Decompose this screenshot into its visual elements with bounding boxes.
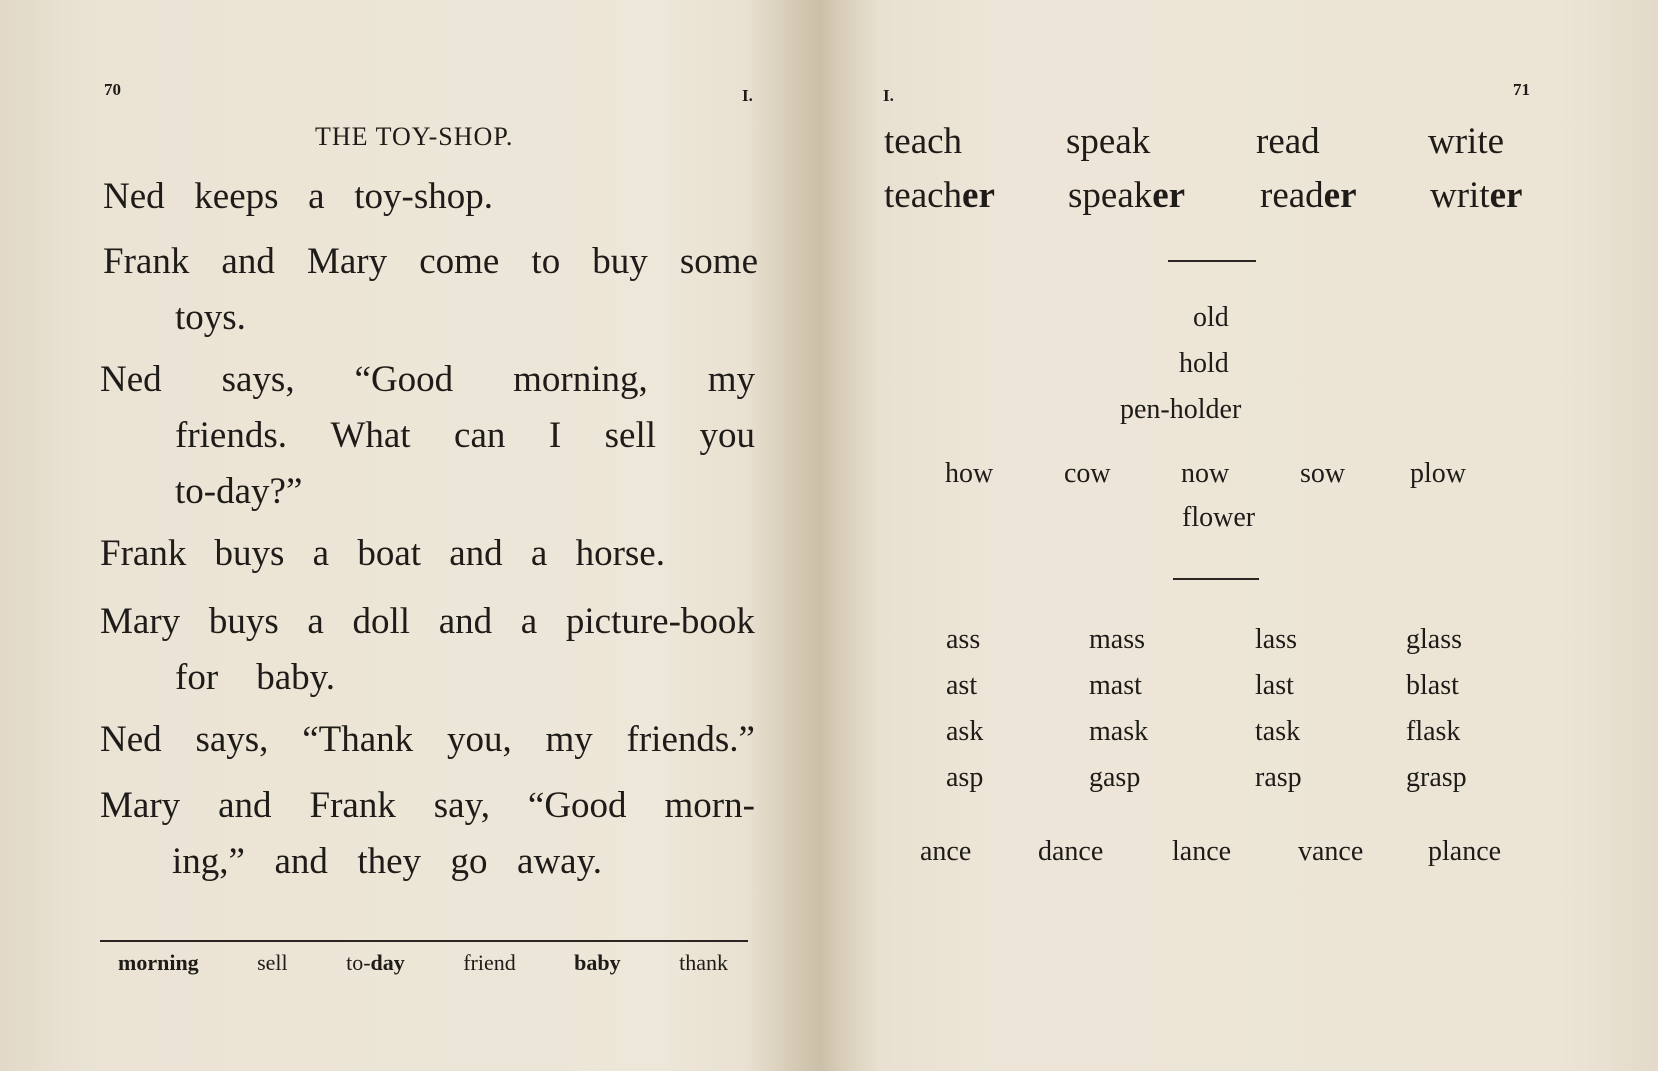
vocabulary-divider <box>100 940 748 942</box>
vocabulary-word: to-day <box>346 950 405 975</box>
word: say, <box>433 785 490 826</box>
word-family-item: blast <box>1406 670 1459 701</box>
word: some <box>679 241 758 282</box>
word-family-item: hold <box>1179 348 1229 379</box>
word: Ned <box>100 359 162 400</box>
word-family-item: mask <box>1089 716 1149 747</box>
text-line <box>103 240 758 283</box>
right-page <box>830 0 1658 1071</box>
word-family-item: lance <box>1172 836 1232 867</box>
page-number-right: 71 <box>1513 80 1530 99</box>
text-line <box>100 784 755 827</box>
word-family-item: plow <box>1410 458 1466 489</box>
page-number-left: 70 <box>104 80 121 99</box>
word: friends.” <box>626 719 755 760</box>
word: says, <box>195 719 269 760</box>
verb-word: write <box>1428 121 1505 162</box>
section-marker-left: I. <box>742 86 753 105</box>
word: ing,” <box>172 841 245 882</box>
word-family-item: flask <box>1406 716 1461 747</box>
word: come <box>419 241 500 282</box>
word: toy-shop. <box>354 176 493 217</box>
noun-word: reader <box>1260 175 1357 216</box>
word: can <box>454 415 506 456</box>
word: “Good <box>527 785 627 826</box>
word: sell <box>604 415 657 456</box>
word: away. <box>517 841 602 882</box>
word: Mary <box>100 785 181 826</box>
word: horse. <box>575 533 665 574</box>
vocabulary-list <box>118 950 728 976</box>
left-page <box>0 0 825 1071</box>
word-family-item: pen-holder <box>1120 394 1242 425</box>
word: “Thank <box>302 719 414 760</box>
word: Frank <box>100 533 187 574</box>
vocabulary-word: baby <box>574 950 621 975</box>
word: a <box>530 533 548 574</box>
word-family-item: glass <box>1406 624 1462 655</box>
word: for <box>175 657 219 698</box>
word-family-item: sow <box>1300 458 1346 489</box>
word: baby. <box>256 657 335 698</box>
word: a <box>520 601 538 642</box>
word: buys <box>208 601 279 642</box>
word: buys <box>214 533 285 574</box>
section-marker-right: I. <box>883 86 894 105</box>
word: and <box>438 601 493 642</box>
word: Ned <box>100 719 162 760</box>
word: you, <box>446 719 512 760</box>
word: What <box>330 415 411 456</box>
word: and <box>274 841 328 882</box>
noun-word: speaker <box>1068 175 1186 216</box>
word-family-item: rasp <box>1255 762 1302 793</box>
word: says, <box>221 359 295 400</box>
word: boat <box>357 533 422 574</box>
text-line <box>100 358 755 401</box>
word-family-item: ass <box>946 624 981 655</box>
word: Ned <box>103 176 165 217</box>
word: morn- <box>664 785 755 826</box>
verb-word: teach <box>884 121 963 162</box>
lesson-title: THE TOY-SHOP. <box>315 122 514 151</box>
word: to <box>531 241 561 282</box>
word-family-item: old <box>1193 302 1229 333</box>
section-divider <box>1168 260 1256 262</box>
word: go <box>450 841 488 882</box>
word: my <box>707 359 755 400</box>
word: Mary <box>100 601 181 642</box>
word: friends. <box>175 415 287 456</box>
word: and <box>221 241 275 282</box>
word: picture-book <box>565 601 755 642</box>
word-family-item: grasp <box>1406 762 1467 793</box>
word-family-item: flower <box>1182 502 1256 533</box>
word: “Good <box>354 359 454 400</box>
word: my <box>545 719 593 760</box>
word-family-item: asp <box>946 762 984 793</box>
word-family-item: gasp <box>1089 762 1141 793</box>
word: you <box>699 415 755 456</box>
word-family-item: mast <box>1089 670 1142 701</box>
word-family-item: plance <box>1428 836 1502 867</box>
word: keeps <box>194 176 279 217</box>
noun-word: writer <box>1430 175 1523 216</box>
text-line <box>103 175 493 218</box>
word-family-item: vance <box>1298 836 1364 867</box>
word: a <box>312 533 330 574</box>
word-family-item: last <box>1255 670 1294 701</box>
word: morning, <box>513 359 648 400</box>
vocabulary-word: thank <box>679 950 728 975</box>
word-family-item: task <box>1255 716 1301 747</box>
text-line: to-day?” <box>175 471 303 512</box>
verb-word: read <box>1256 121 1320 162</box>
vocabulary-word: friend <box>463 950 516 975</box>
noun-word: teacher <box>884 175 995 216</box>
word-family-item: ask <box>946 716 984 747</box>
word: and <box>449 533 503 574</box>
section-divider <box>1173 578 1259 580</box>
word-family-item: ance <box>920 836 972 867</box>
word: a <box>308 176 325 217</box>
word-family-item: ast <box>946 670 978 701</box>
word-family-item: how <box>945 458 994 489</box>
word: Frank <box>103 241 190 282</box>
text-line <box>100 600 755 643</box>
word-family-item: mass <box>1089 624 1145 655</box>
verb-word: speak <box>1066 121 1151 162</box>
text-line <box>100 532 665 575</box>
text-line <box>175 656 335 699</box>
word: doll <box>352 601 411 642</box>
word: I <box>548 415 562 456</box>
word-family-item: now <box>1181 458 1230 489</box>
text-line <box>172 840 602 883</box>
word: they <box>357 841 422 882</box>
word-family-item: dance <box>1038 836 1104 867</box>
text-line <box>100 718 755 761</box>
word: Frank <box>309 785 396 826</box>
vocabulary-word: morning <box>118 950 199 975</box>
word: a <box>307 601 324 642</box>
word-family-item: cow <box>1064 458 1111 489</box>
text-line <box>175 414 755 457</box>
word-family-item: lass <box>1255 624 1297 655</box>
text-line: toys. <box>175 297 246 338</box>
word: Mary <box>306 241 388 282</box>
word: and <box>218 785 272 826</box>
word: buy <box>592 241 648 282</box>
vocabulary-word: sell <box>257 950 288 975</box>
